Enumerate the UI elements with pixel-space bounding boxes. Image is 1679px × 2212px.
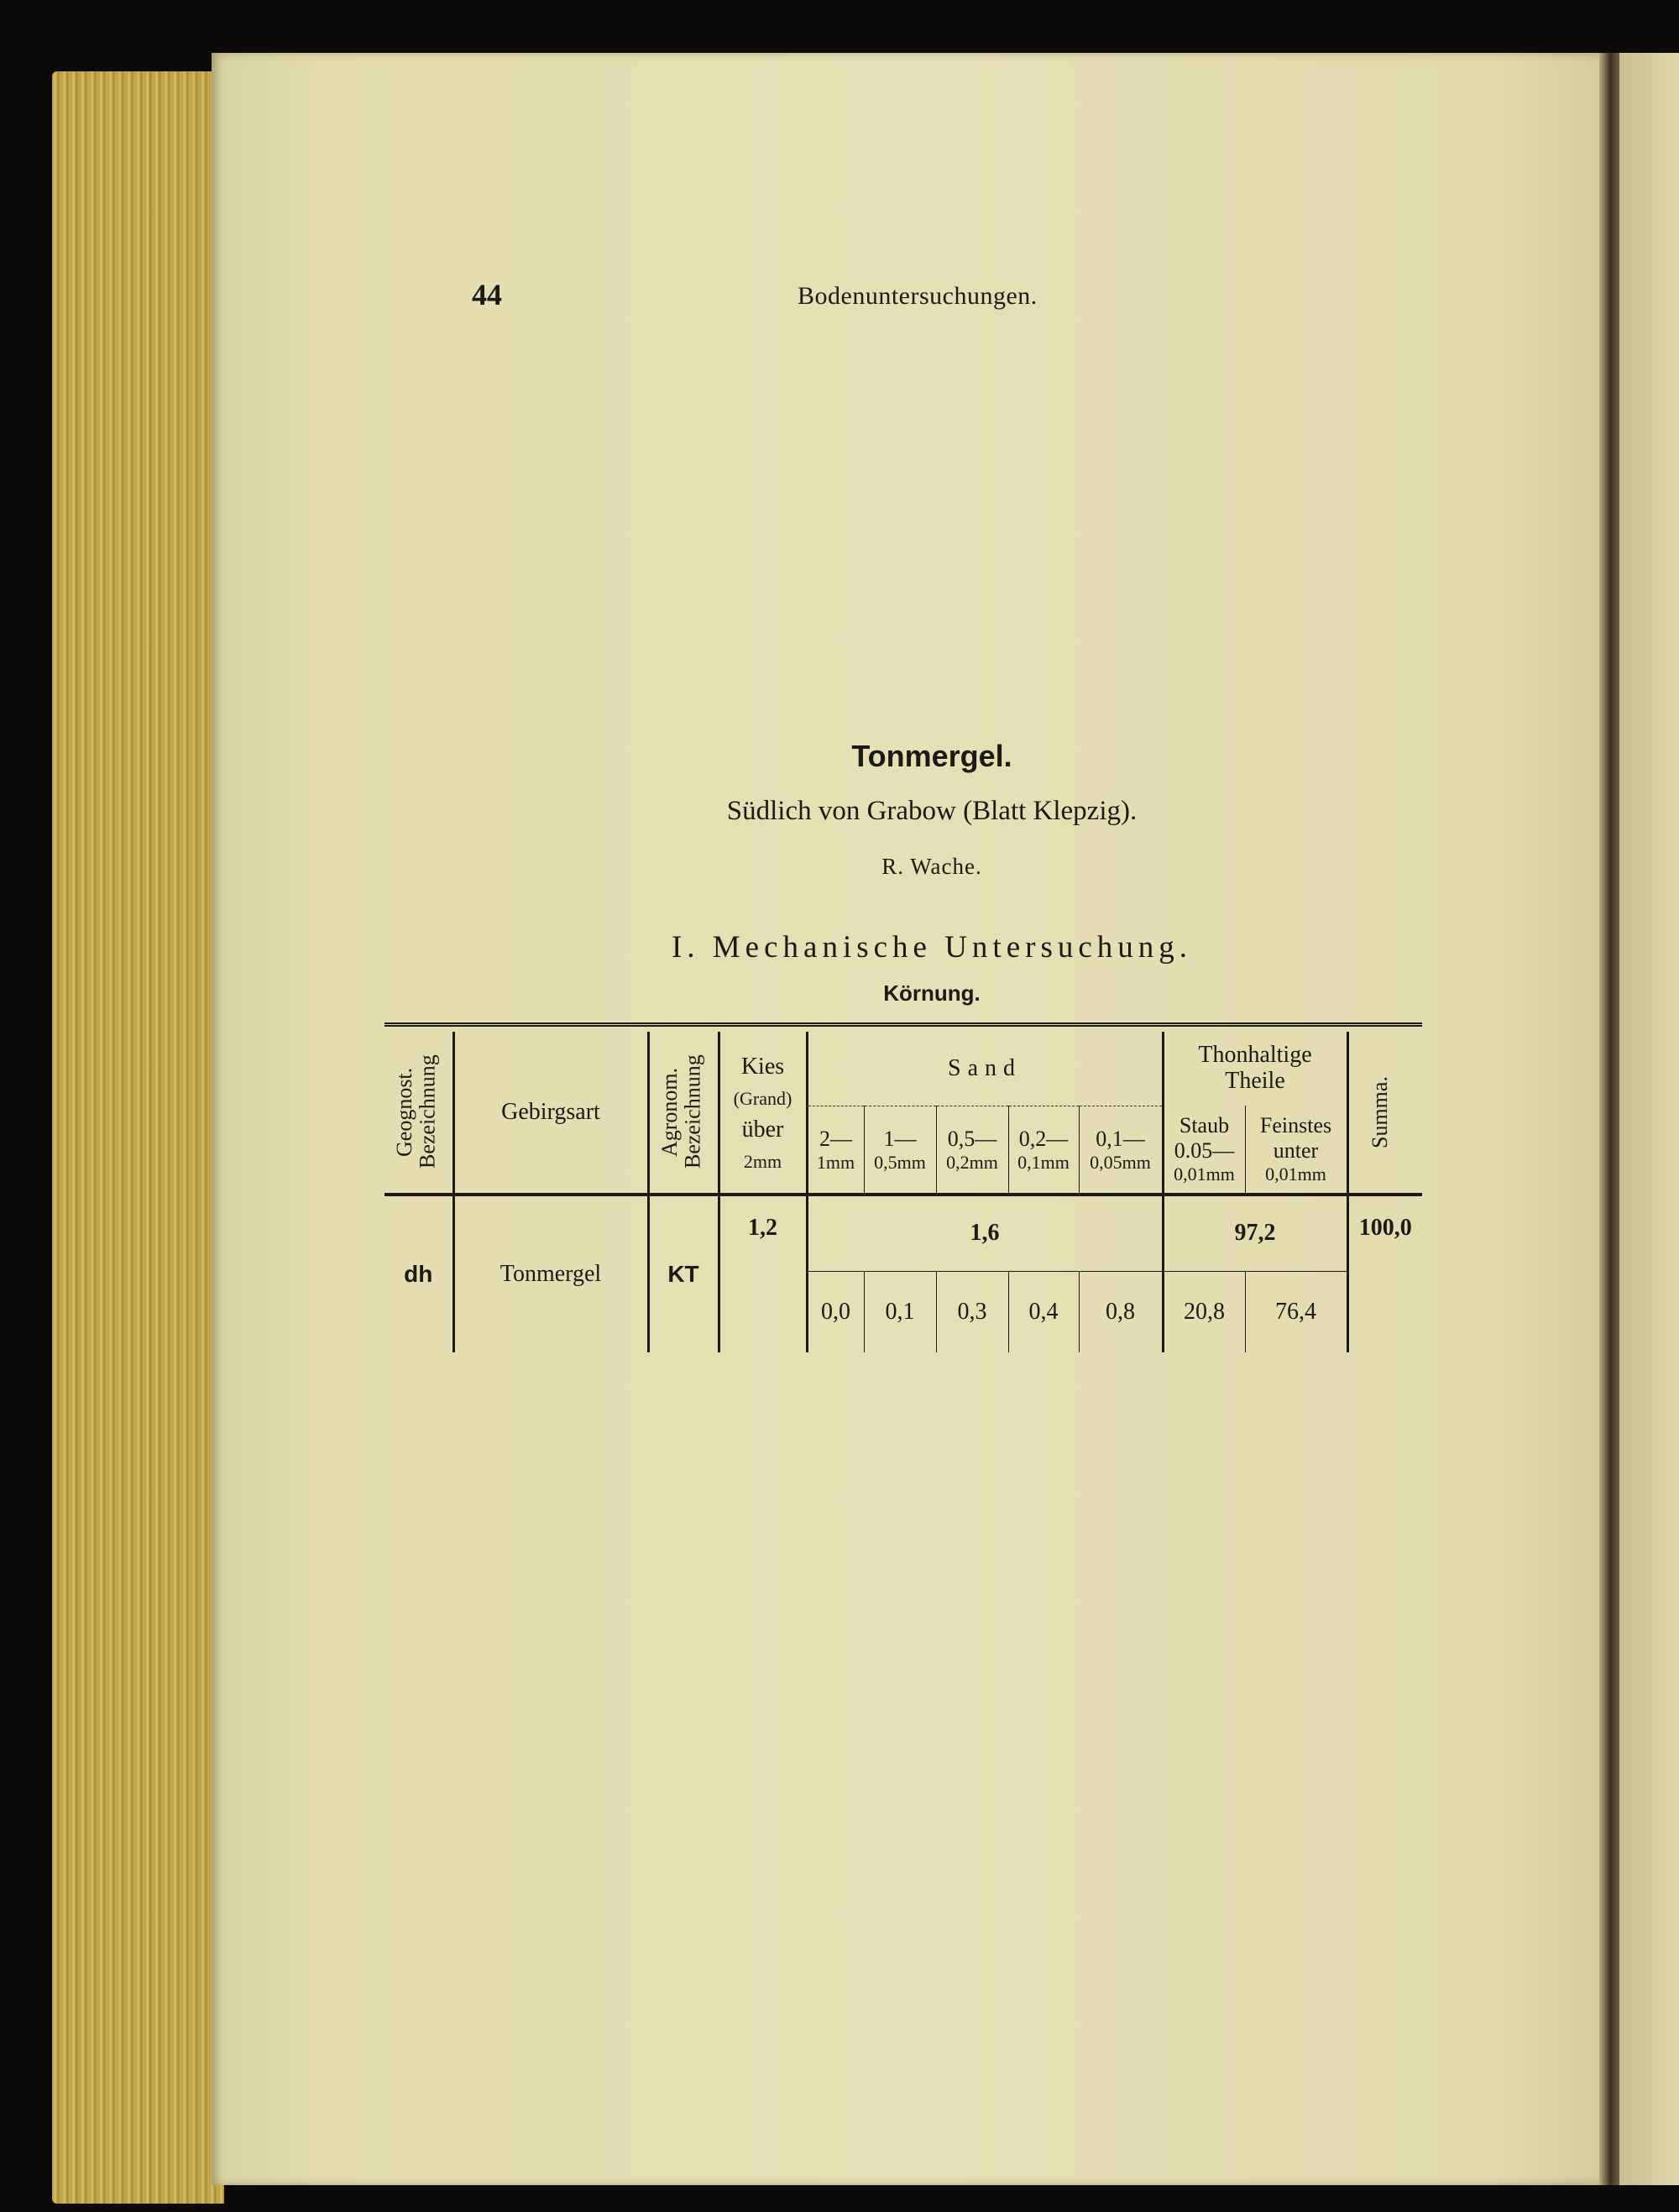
sand-col-1-header: [807, 1106, 864, 1194]
sand-col-5-header: [1079, 1106, 1163, 1194]
header-thon-line1: Thonhaltige: [1198, 1042, 1312, 1069]
sand-col-4-bottom: 0,1mm: [1017, 1151, 1070, 1173]
cell-sand-2: 0,1: [864, 1272, 936, 1352]
cell-thon-total: 97,2: [1163, 1195, 1347, 1272]
document-title: Tonmergel.: [851, 739, 1012, 773]
cell-sand-3: 0,3: [936, 1272, 1008, 1352]
header-kies-line4: 2mm: [743, 1150, 782, 1172]
header-gebirgsart: Gebirgsart: [453, 1032, 648, 1195]
cell-kies: 1,2: [719, 1195, 807, 1352]
sand-col-3-header: [936, 1106, 1008, 1194]
sand-col-4-top: 0,2—: [1018, 1126, 1069, 1151]
cell-summa: 100,0: [1347, 1195, 1422, 1352]
sand-col-2-bottom: 0,5mm: [874, 1151, 926, 1173]
header-agronom: [648, 1032, 719, 1195]
thon-col-1-mid: 0.05—: [1174, 1138, 1235, 1164]
cell-gebirgsart: Tonmergel: [453, 1195, 648, 1352]
cell-sand-1: 0,0: [807, 1272, 864, 1352]
thon-col-1-bottom: 0,01mm: [1174, 1164, 1235, 1185]
sand-col-1-bottom: 1mm: [816, 1151, 855, 1173]
section-subtitle: Körnung.: [883, 980, 981, 1006]
author: R. Wache.: [881, 854, 982, 879]
sand-col-3-bottom: 0,2mm: [946, 1151, 998, 1173]
facing-page-edge: [1619, 53, 1679, 2185]
sand-col-2-header: [864, 1106, 936, 1194]
sand-col-3-top: 0,5—: [947, 1126, 997, 1151]
header-kies-line3: über: [741, 1116, 784, 1143]
thon-col-2-mid: unter: [1273, 1138, 1319, 1164]
page-number: 44: [472, 278, 502, 311]
header-kies-line2: (Grand): [733, 1087, 792, 1109]
document-subtitle: Südlich von Grabow (Blatt Klepzig).: [726, 796, 1138, 826]
cell-agronom: KT: [648, 1195, 719, 1352]
thon-col-1-top: Staub: [1179, 1113, 1230, 1138]
header-geognost: [384, 1032, 453, 1195]
header-geognost-label: Geognost. Bezeichnung: [392, 1054, 440, 1169]
grain-size-table: [384, 1022, 1422, 1352]
thon-col-2-bottom: 0,01mm: [1265, 1164, 1326, 1185]
thon-col-1-header: [1163, 1106, 1245, 1194]
sand-col-5-top: 0,1—: [1096, 1126, 1145, 1151]
header-agronom-label: Agronom. Bezeichnung: [657, 1054, 705, 1169]
sand-col-1-top: 2—: [819, 1126, 852, 1151]
sand-col-5-bottom: 0,05mm: [1090, 1151, 1151, 1173]
cell-sand-5: 0,8: [1079, 1272, 1163, 1352]
header-thon-line2: Theile: [1225, 1067, 1285, 1094]
header-summa: [1347, 1032, 1422, 1195]
cell-geognost: dh: [384, 1195, 453, 1352]
thon-col-2-top: Feinstes: [1259, 1113, 1332, 1138]
cell-sand-total: 1,6: [807, 1195, 1163, 1272]
sand-col-4-header: [1008, 1106, 1079, 1194]
section-title: I. Mechanische Untersuchung.: [671, 930, 1193, 965]
cell-thon-2: 76,4: [1245, 1272, 1347, 1352]
header-kies: [719, 1032, 807, 1195]
running-head: Bodenuntersuchungen.: [798, 282, 1038, 310]
header-sand: Sand: [807, 1032, 1163, 1106]
header-thon: [1163, 1032, 1347, 1106]
header-kies-line1: Kies: [740, 1053, 785, 1080]
cell-thon-1: 20,8: [1163, 1272, 1245, 1352]
header-summa-label: Summa.: [1368, 1075, 1393, 1148]
cell-sand-4: 0,4: [1008, 1272, 1079, 1352]
book-page-edges: [52, 71, 224, 2204]
thon-col-2-header: [1245, 1106, 1347, 1194]
book-gutter: [1599, 53, 1619, 2185]
sand-col-2-top: 1—: [883, 1126, 917, 1151]
